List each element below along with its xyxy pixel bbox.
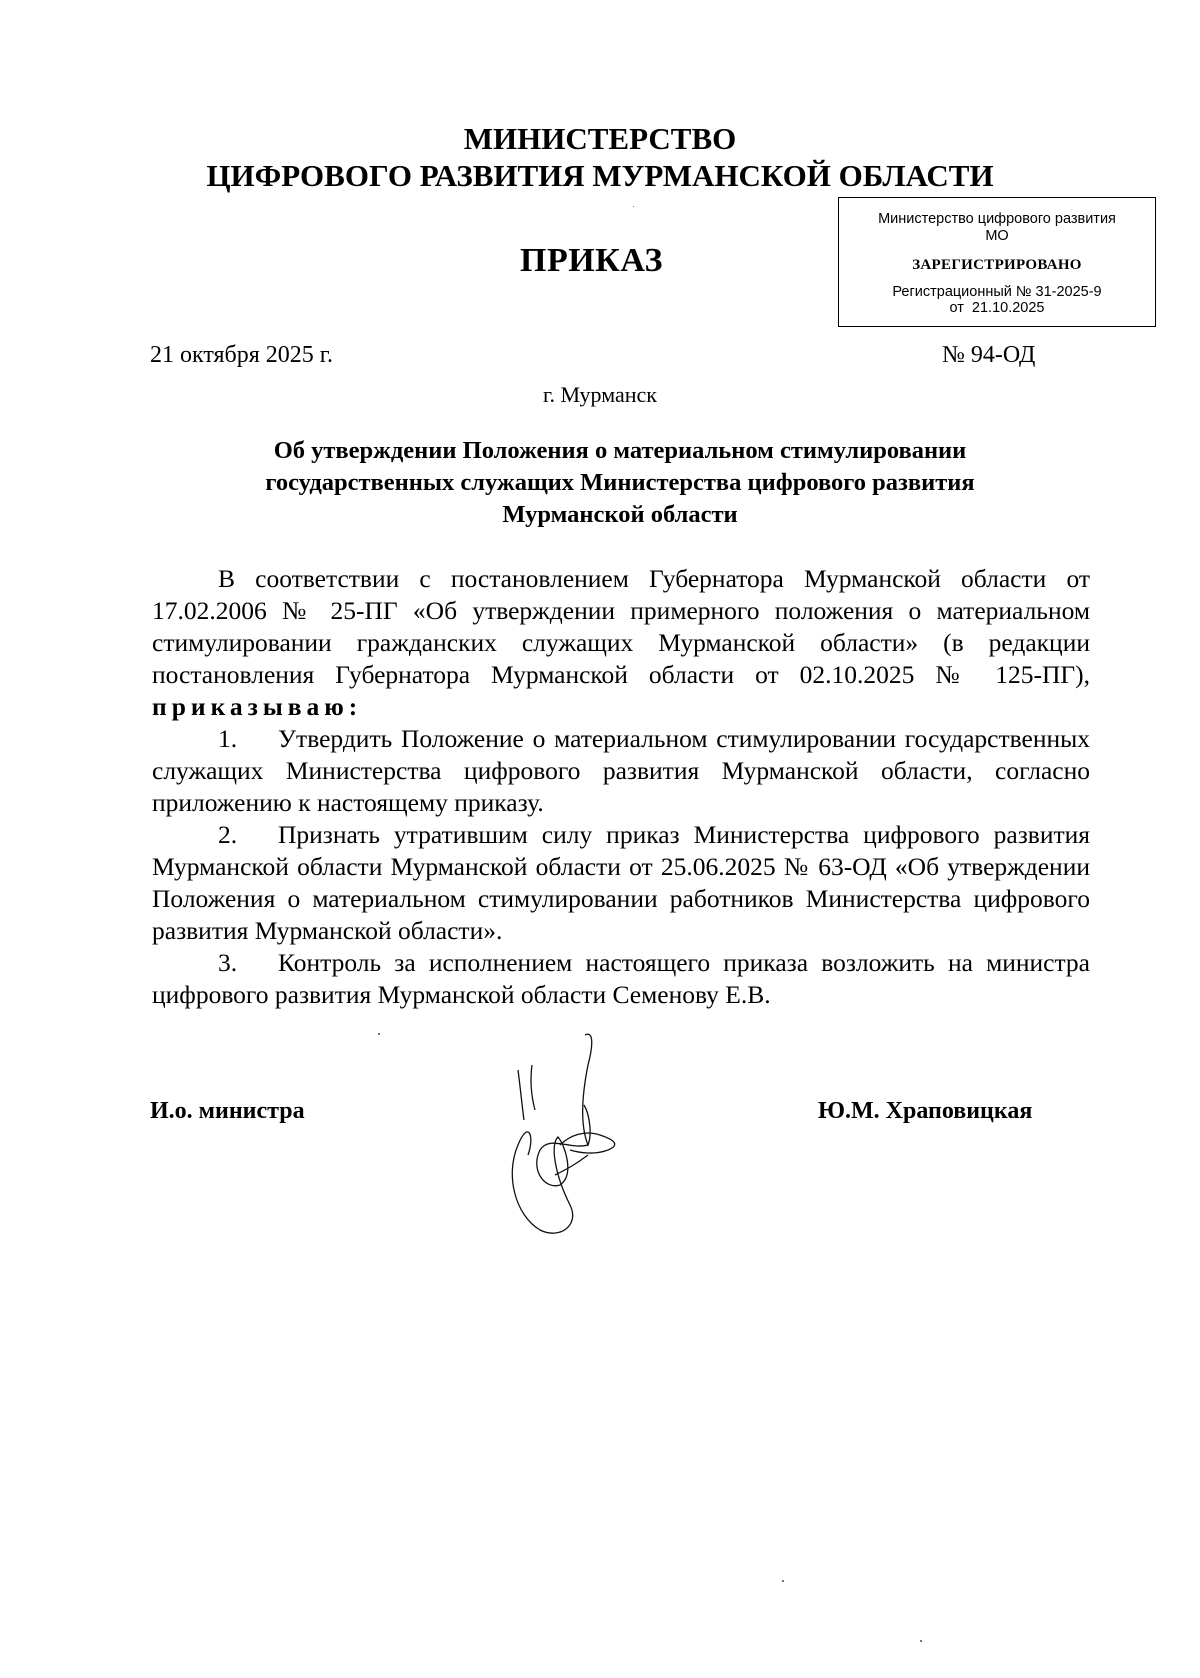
signer-position: И.о. министра [150,1098,305,1124]
order-number: № 94-ОД [942,342,1036,368]
order-body [152,563,1090,1011]
item-text: Признать утратившим силу приказ Министерства цифрового развития Мурманской области Мурманской области от 25.06.2025 № 63-ОД «Об утверждении Положения о материальном стимулировании работников Министерства цифрового развития Мурманской области». [152,820,1090,945]
document-type: ПРИКАЗ [520,242,663,279]
title-line-1: Об утверждении Положения о материальном стимулировании [273,437,967,464]
stamp-org [839,211,1155,245]
scan-speck [378,1033,380,1035]
stamp-reg-info [839,284,1155,316]
order-item [152,819,1090,947]
scan-speck [633,206,634,207]
stamp-org-line-1: Министерство цифрового развития [878,211,1116,227]
order-city: г. Мурманск [543,382,657,407]
order-date: 21 октября 2025 г. [150,342,333,368]
preamble-text: В соответствии с постановлением Губернатора Мурманской области от 17.02.2006 № 25-ПГ «Об утверждении примерного положения о материальном стимулировании гражданских служащих Мурманской области» (в редакции постановления Губернатора Мурманской области от 02.10.2025 № 125-ПГ), [152,564,1090,689]
stamp-org-line-2: МО [985,228,1009,244]
ministry-header [0,120,1200,194]
title-line-2: государственных служащих Министерства цифрового развития [265,469,975,496]
order-word: приказываю: [152,692,363,721]
item-number: 3. [218,948,238,977]
order-title [150,435,1090,531]
ministry-line-2: ЦИФРОВОГО РАЗВИТИЯ МУРМАНСКОЙ ОБЛАСТИ [206,158,994,193]
item-number: 1. [218,724,238,753]
handwritten-signature [500,1025,660,1255]
scan-speck [920,1640,922,1642]
order-item [152,947,1090,1011]
signer-name: Ю.М. Храповицкая [818,1098,1033,1124]
stamp-reg-date: от 21.10.2025 [949,300,1045,316]
item-text: Контроль за исполнением настоящего приказа возложить на министра цифрового развития Мурманской области Семенову Е.В. [152,948,1090,1009]
title-line-3: Мурманской области [502,501,738,528]
stamp-reg-number: Регистрационный № 31-2025-9 [892,284,1102,300]
item-number: 2. [218,820,238,849]
item-text: Утвердить Положение о материальном стимулировании государственных служащих Министерства цифрового развития Мурманской области, согласно приложению к настоящему приказу. [152,724,1090,817]
order-item [152,723,1090,819]
stamp-status: ЗАРЕГИСТРИРОВАНО [912,257,1082,273]
scan-speck [782,1580,784,1582]
preamble-paragraph [152,563,1090,723]
registration-stamp [838,197,1156,327]
ministry-line-1: МИНИСТЕРСТВО [463,121,737,156]
